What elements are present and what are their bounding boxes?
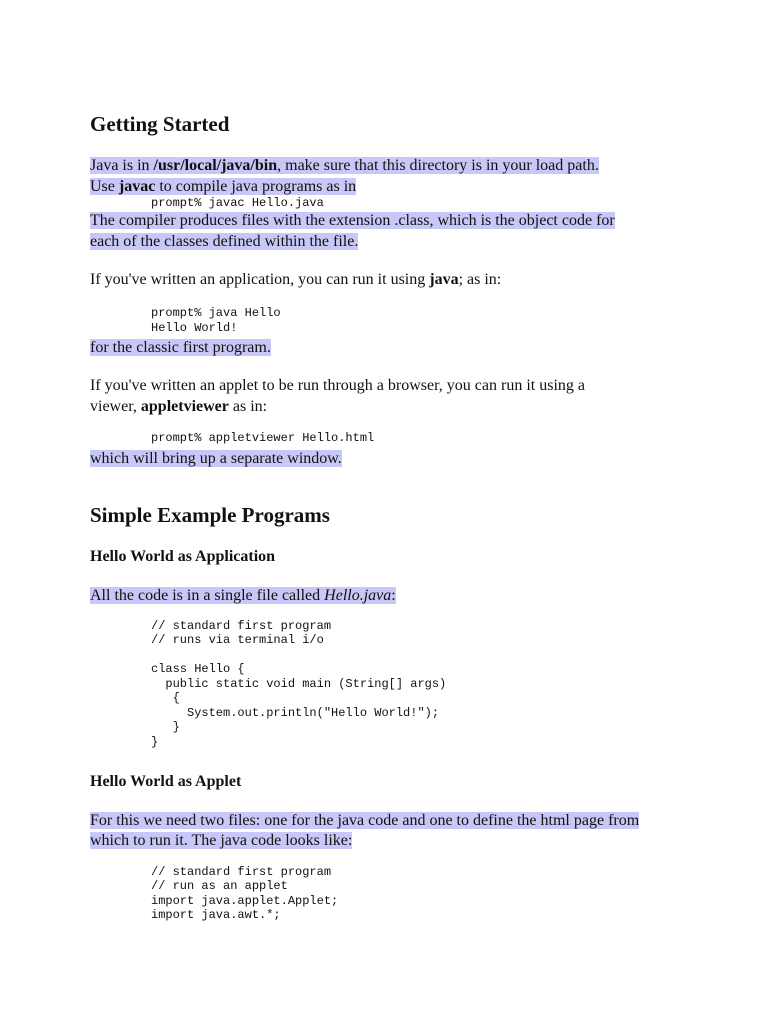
paragraph-use-javac: Use javac to compile java programs as in — [90, 178, 357, 195]
code-javac: prompt% javac Hello.java — [151, 196, 324, 210]
paragraph-two-files-line2: which to run it. The java code looks like: — [90, 832, 353, 849]
paragraph-two-files-line1: For this we need two files: one for the java code and one to define the html page from — [90, 812, 640, 829]
java-command: java — [429, 271, 459, 288]
paragraph-classic-program: for the classic first program. — [90, 339, 271, 356]
paragraph-separate-window: which will bring up a separate window. — [90, 450, 342, 467]
code-hello-application: // standard first program // runs via terminal i/o class Hello { public static void main (String[] args) { System.out.println("Hello World!"); } } — [151, 618, 447, 749]
section-heading-simple-examples: Simple Example Programs — [90, 503, 330, 527]
paragraph-java-path: Java is in /usr/local/java/bin, make sure that this directory is in your load path. — [90, 157, 599, 174]
filename-hello-java: Hello.java — [324, 587, 392, 604]
java-path: /usr/local/java/bin — [153, 157, 278, 174]
paragraph-applet-line2: viewer, appletviewer as in: — [90, 398, 268, 415]
javac-command: javac — [118, 178, 156, 195]
subheading-hello-application: Hello World as Application — [90, 548, 276, 565]
paragraph-single-file: All the code is in a single file called Hello.java: — [90, 587, 396, 604]
section-heading-getting-started: Getting Started — [90, 112, 230, 136]
paragraph-applet-line1: If you've written an applet to be run through a browser, you can run it using a — [90, 377, 585, 394]
code-hello-applet: // standard first program // run as an applet import java.applet.Applet; import java.awt.*; — [151, 864, 339, 922]
appletviewer-command: appletviewer — [140, 398, 229, 415]
paragraph-run-application: If you've written an application, you can run it using java; as in: — [90, 271, 502, 288]
paragraph-compiler-output-line1: The compiler produces files with the extension .class, which is the object code for — [90, 212, 615, 229]
code-run-hello: prompt% java Hello Hello World! — [151, 306, 281, 335]
subheading-hello-applet: Hello World as Applet — [90, 773, 242, 790]
paragraph-compiler-output-line2: each of the classes defined within the file. — [90, 233, 359, 250]
code-appletviewer: prompt% appletviewer Hello.html — [151, 431, 375, 445]
